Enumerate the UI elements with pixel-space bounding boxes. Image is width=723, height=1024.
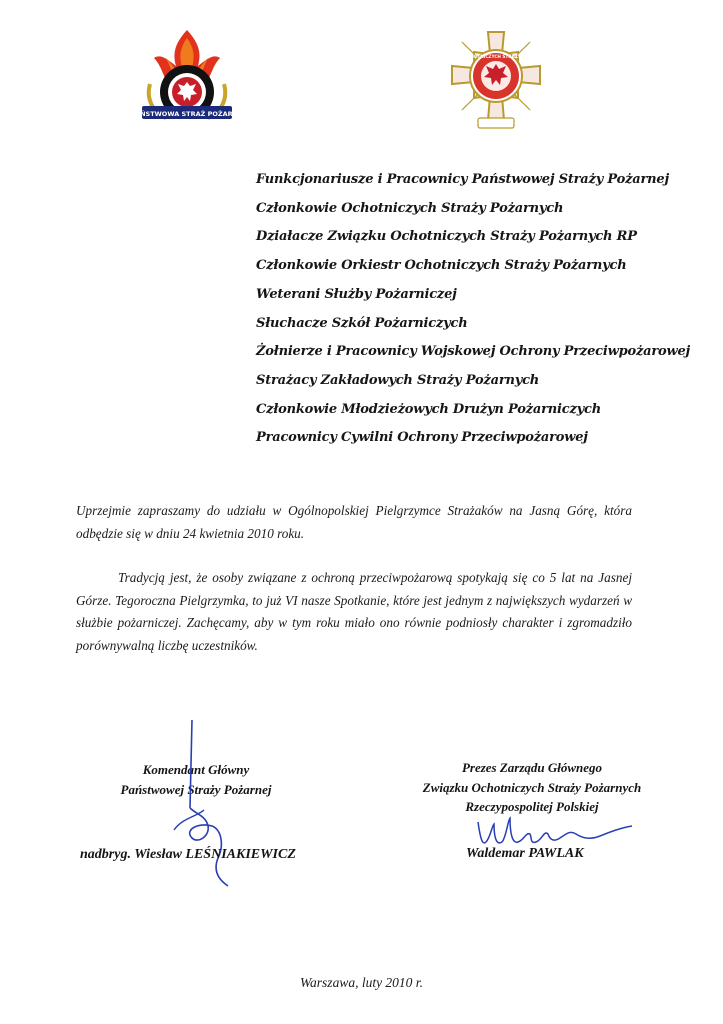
place-and-date: Warszawa, luty 2010 r. <box>300 975 423 990</box>
signer-title-line: Państwowej Straży Pożarnej <box>120 781 272 797</box>
recipients-list <box>256 166 690 453</box>
recipient-line: Członkowie Orkiestr Ochotniczych Straży Pożarnych <box>256 258 627 274</box>
recipient-line: Pracownicy Cywilni Ochrony Przeciwpożarowej <box>256 430 588 446</box>
signature-block-right <box>404 758 660 817</box>
signer-title-line: Związku Ochotniczych Straży Pożarnych <box>422 779 642 795</box>
psp-emblem-text: PAŃSTWOWA STRAŻ POŻARNA <box>130 110 244 118</box>
osp-emblem-logo <box>440 28 552 132</box>
recipient-line: Strażacy Zakładowych Straży Pożarnych <box>256 372 540 388</box>
signer-title-line: Prezes Zarządu Głównego <box>461 760 603 775</box>
recipient-line: Członkowie Młodzieżowych Drużyn Pożarniczych <box>256 401 601 417</box>
signer-title-line: Komendant Główny <box>142 762 250 777</box>
recipient-line: Członkowie Ochotniczych Straży Pożarnych <box>256 200 564 216</box>
handwritten-signature-left <box>168 718 240 890</box>
osp-emblem-text: ZWIĄZEK OCHOTNICZYCH STRAŻY POŻARNYCH <box>440 54 552 59</box>
recipient-line: Działacze Związku Ochotniczych Straży Pożarnych RP <box>256 229 637 245</box>
recipient-line: Funkcjonariusze i Pracownicy Państwowej Straży Pożarnej <box>256 172 669 187</box>
psp-emblem-logo <box>130 28 244 128</box>
recipient-line: Żołnierze i Pracownicy Wojskowej Ochrony Przeciwpożarowej <box>256 344 691 360</box>
recipient-line: Weterani Służby Pożarniczej <box>256 286 457 302</box>
invitation-paragraph: Uprzejmie zapraszamy do udziału w Ogólnopolskiej Pielgrzymce Strażaków na Jasną Górę, która odbędzie się w dniu 24 kwietnia 2010 roku. <box>76 503 632 541</box>
signer-title-line: Rzeczypospolitej Polskiej <box>465 799 599 814</box>
tradition-paragraph: Tradycją jest, że osoby związane z ochroną przeciwpożarową spotykają się co 5 lat na Jasnej Górze. Tegoroczna Pielgrzymka, to już VI nasze Spotkanie, które jest jednym z największych wydarzeń w służbie pożarniczej. Zachęcamy, aby w tym roku miało ono równie podniosły charakter i zgromadziło porównywalną liczbę uczestników. <box>76 570 632 654</box>
signer-name-left: nadbryg. Wiesław LEŚNIAKIEWICZ <box>80 847 296 862</box>
recipient-line: Słuchacze Szkół Pożarniczych <box>256 315 468 331</box>
signer-name-right: Waldemar PAWLAK <box>466 846 584 861</box>
